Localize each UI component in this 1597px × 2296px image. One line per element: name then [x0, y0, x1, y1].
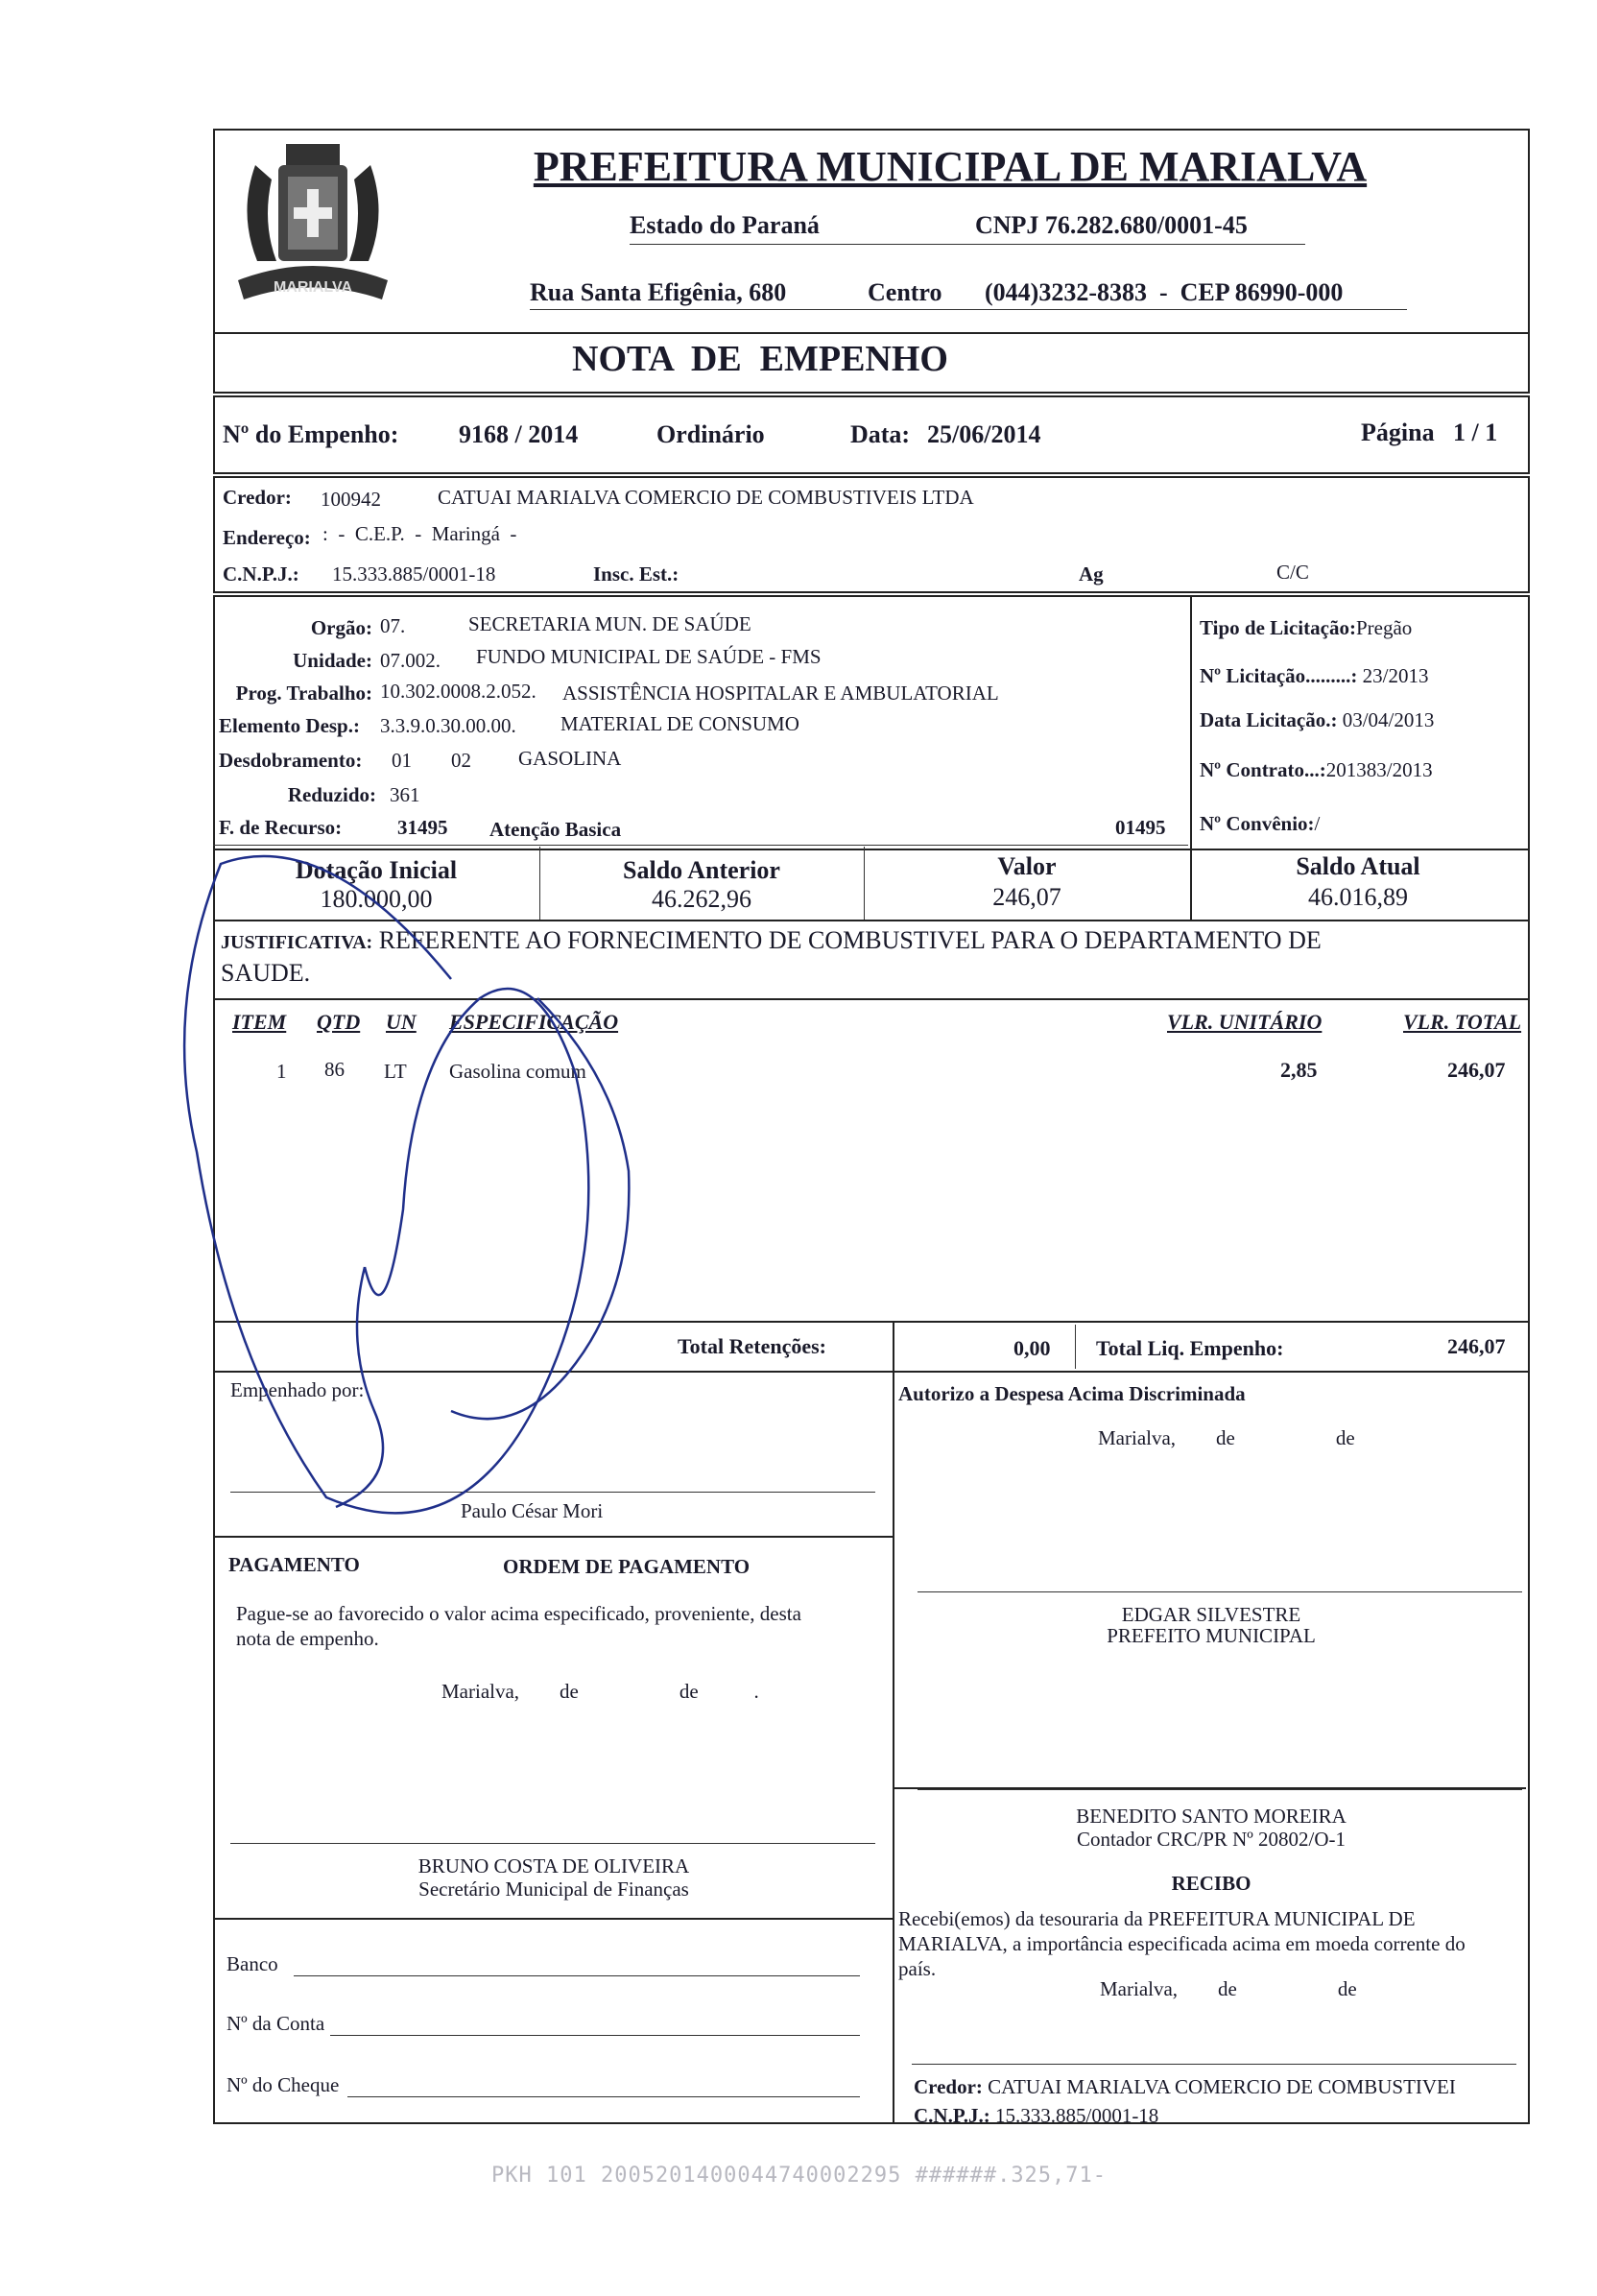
- unidade-name: FUNDO MUNICIPAL DE SAÚDE - FMS: [476, 645, 822, 668]
- saldo-atual-value: 46.016,89: [1308, 883, 1408, 911]
- licitacao-num-label: Nº Licitação.........: 23/2013: [1200, 664, 1429, 687]
- saldo-anterior-value: 46.262,96: [652, 885, 751, 913]
- prog-trabalho-label: Prog. Trabalho:: [235, 682, 372, 705]
- empenho-number: 9168 / 2014: [459, 420, 579, 448]
- tipo-licitacao-label: Tipo de Licitação:Pregão: [1200, 616, 1413, 639]
- conta-label: Nº da Conta: [226, 2012, 325, 2035]
- saldo-anterior-label: Saldo Anterior: [623, 856, 780, 884]
- empenhado-name: Paulo César Mori: [461, 1499, 604, 1522]
- row-spec: Gasolina comum: [449, 1060, 586, 1083]
- header-title: PREFEITURA MUNICIPAL DE MARIALVA: [533, 143, 1368, 190]
- recibo-credor-label: Credor:: [914, 2075, 983, 2098]
- licitacao-num-value: 23/2013: [1362, 664, 1429, 687]
- page-label: Página: [1361, 419, 1435, 446]
- row-qtd: 86: [324, 1058, 345, 1081]
- recibo-cnpj-value: 15.333.885/0001-18: [994, 2104, 1159, 2127]
- address-label: Endereço:: [223, 526, 311, 549]
- credor-cnpj-label: C.N.P.J.:: [223, 562, 299, 586]
- unidade-code: 07.002.: [380, 649, 441, 672]
- desdobramento-label: Desdobramento:: [219, 749, 363, 772]
- prog-trabalho-code: 10.302.0008.2.052.: [380, 680, 536, 703]
- col-total-header: VLR. TOTAL: [1403, 1010, 1522, 1034]
- desdobramento-sub: 02: [451, 749, 471, 772]
- tipo-licitacao-value: Pregão: [1355, 616, 1413, 639]
- liq-empenho-label: Total Liq. Empenho:: [1096, 1336, 1284, 1360]
- secretario-role: Secretário Municipal de Finanças: [418, 1877, 689, 1901]
- convenio-value: /: [1314, 812, 1321, 835]
- elemento-name: MATERIAL DE CONSUMO: [560, 712, 799, 735]
- justificativa-label: JUSTIFICATIVA:: [221, 932, 373, 953]
- footer-stamp: PKH 101 2005201400044740002295 ######.325,71-: [491, 2164, 1108, 2188]
- col-un-header: UN: [386, 1010, 417, 1034]
- pagamento-place-date: Marialva, de de .: [441, 1680, 759, 1703]
- dotacao-value: 180.000,00: [320, 885, 433, 913]
- elemento-code: 3.3.9.0.30.00.00.: [380, 714, 516, 737]
- pagamento-label: PAGAMENTO: [228, 1553, 360, 1576]
- empenho-number-label: Nº do Empenho:: [223, 420, 399, 448]
- desdobramento-code: 01: [392, 749, 412, 772]
- reduzido-label: Reduzido:: [287, 783, 376, 806]
- ordem-pagamento-label: ORDEM DE PAGAMENTO: [503, 1555, 751, 1578]
- recurso-label: F. de Recurso:: [219, 816, 343, 839]
- recurso-number: 01495: [1115, 816, 1166, 839]
- autorizo-label: Autorizo a Despesa Acima Discriminada: [898, 1382, 1246, 1405]
- orgao-label: Orgão:: [310, 616, 372, 639]
- justificativa-line2: SAUDE.: [221, 959, 311, 987]
- convenio-label: Nº Convênio:/: [1200, 812, 1321, 835]
- retencoes-value: 0,00: [1013, 1336, 1051, 1360]
- empenhado-label: Empenhado por:: [230, 1378, 365, 1401]
- header-phone-cep: (044)3232-8383 - CEP 86990-000: [985, 278, 1344, 306]
- page-number: 1 / 1: [1453, 419, 1498, 446]
- col-item-header: ITEM: [232, 1010, 287, 1034]
- insc-est-label: Insc. Est.:: [593, 562, 679, 586]
- dotacao-label: Dotação Inicial: [295, 856, 458, 884]
- recibo-place-date: Marialva, de de: [1100, 1977, 1357, 2000]
- col-qtd-header: QTD: [317, 1010, 361, 1034]
- justificativa-line1: REFERENTE AO FORNECIMENTO DE COMBUSTIVEL PARA O DEPARTAMENTO DE: [378, 926, 1322, 954]
- empenho-date-label: Data:: [850, 420, 911, 448]
- banco-label: Banco: [226, 1952, 278, 1975]
- prefeito-role: PREFEITO MUNICIPAL: [1107, 1624, 1316, 1647]
- autorizo-place-date: Marialva, de de: [1098, 1426, 1355, 1449]
- recibo-line1: Recebi(emos) da tesouraria da PREFEITURA MUNICIPAL DE: [898, 1907, 1416, 1930]
- pagamento-text-line1: Pague-se ao favorecido o valor acima especificado, proveniente, desta: [236, 1602, 801, 1625]
- unidade-label: Unidade:: [293, 649, 372, 672]
- col-spec-header: ESPECIFICAÇÃO: [449, 1010, 619, 1034]
- header-cnpj: CNPJ 76.282.680/0001-45: [975, 211, 1248, 239]
- recibo-credor-name: CATUAI MARIALVA COMERCIO DE COMBUSTIVEI: [988, 2075, 1456, 2098]
- contrato-value: 201383/2013: [1325, 758, 1433, 781]
- prog-trabalho-name: ASSISTÊNCIA HOSPITALAR E AMBULATORIAL: [562, 682, 999, 705]
- valor-label: Valor: [997, 852, 1057, 880]
- header-state: Estado do Paraná: [630, 211, 820, 239]
- address-value: : - C.E.P. - Maringá -: [322, 522, 517, 545]
- recurso-name: Atenção Basica: [489, 818, 622, 841]
- row-total: 246,07: [1447, 1058, 1506, 1082]
- credor-label: Credor:: [223, 486, 292, 509]
- recibo-cnpj-label: C.N.P.J.:: [914, 2104, 990, 2127]
- prefeito-name: EDGAR SILVESTRE: [1121, 1603, 1301, 1626]
- col-unit-header: VLR. UNITÁRIO: [1167, 1010, 1323, 1034]
- empenho-type: Ordinário: [656, 420, 765, 448]
- saldo-atual-label: Saldo Atual: [1296, 852, 1420, 880]
- liq-empenho-value: 246,07: [1447, 1334, 1506, 1358]
- licitacao-date-value: 03/04/2013: [1342, 708, 1435, 731]
- licitacao-date-label: Data Licitação.: 03/04/2013: [1200, 708, 1435, 731]
- row-item: 1: [276, 1060, 287, 1083]
- reduzido-value: 361: [390, 783, 420, 806]
- header-street: Rua Santa Efigênia, 680: [530, 278, 787, 306]
- credor-code: 100942: [321, 488, 381, 511]
- row-unit: 2,85: [1280, 1058, 1318, 1082]
- row-un: LT: [384, 1060, 407, 1083]
- credor-name: CATUAI MARIALVA COMERCIO DE COMBUSTIVEIS LTDA: [438, 486, 974, 509]
- contador-name: BENEDITO SANTO MOREIRA: [1076, 1805, 1347, 1828]
- svg-text:MARIALVA: MARIALVA: [273, 279, 353, 296]
- recibo-line3: país.: [898, 1957, 937, 1980]
- valor-value: 246,07: [992, 883, 1061, 911]
- contrato-label: Nº Contrato...:201383/2013: [1200, 758, 1433, 781]
- ag-label: Ag: [1079, 562, 1104, 586]
- recurso-code: 31495: [397, 816, 448, 839]
- desdobramento-name: GASOLINA: [518, 747, 622, 770]
- cheque-label: Nº do Cheque: [226, 2073, 340, 2096]
- elemento-label: Elemento Desp.:: [219, 714, 360, 737]
- doc-title: NOTA DE EMPENHO: [572, 339, 948, 379]
- retencoes-label: Total Retenções:: [678, 1334, 826, 1358]
- recibo-title: RECIBO: [1171, 1872, 1251, 1895]
- secretario-name: BRUNO COSTA DE OLIVEIRA: [417, 1854, 690, 1877]
- orgao-name: SECRETARIA MUN. DE SAÚDE: [468, 612, 751, 635]
- contador-role: Contador CRC/PR Nº 20802/O-1: [1076, 1828, 1347, 1851]
- cc-label: C/C: [1276, 561, 1309, 584]
- empenho-date: 25/06/2014: [927, 420, 1041, 448]
- orgao-code: 07.: [380, 614, 406, 637]
- credor-cnpj: 15.333.885/0001-18: [332, 562, 496, 586]
- recibo-line2: MARIALVA, a importância especificada acima em moeda corrente do: [898, 1932, 1466, 1955]
- header-district: Centro: [868, 278, 942, 306]
- pagamento-text-line2: nota de empenho.: [236, 1627, 379, 1650]
